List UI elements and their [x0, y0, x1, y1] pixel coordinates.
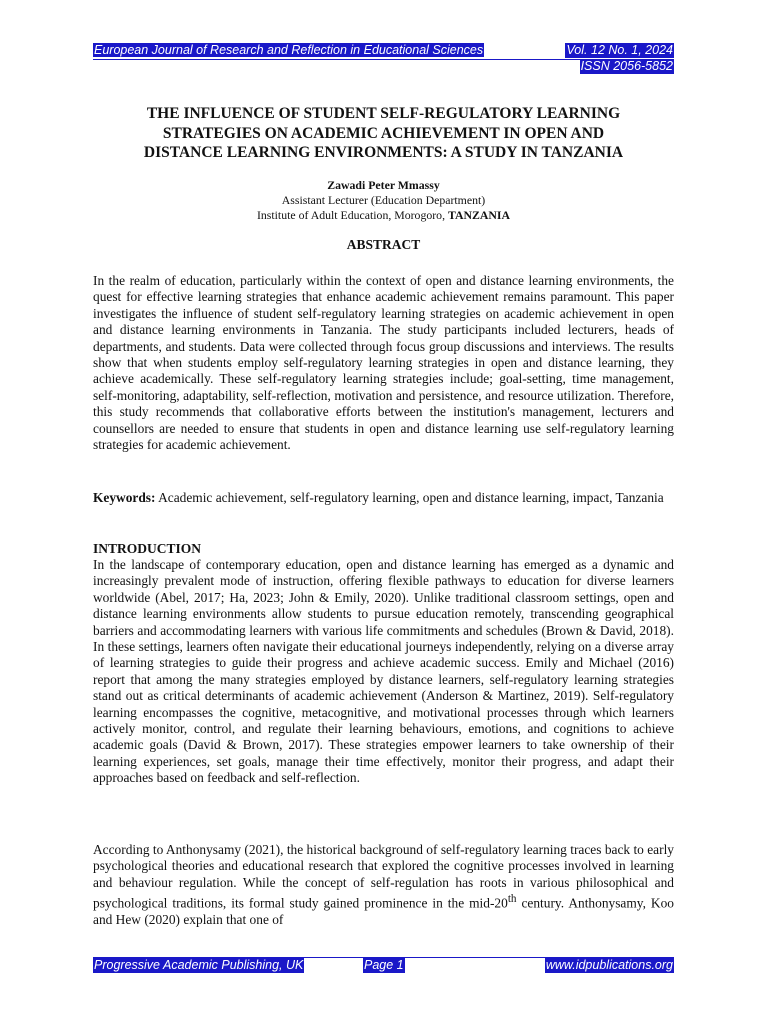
paragraph-2-part-b: century. Anthonysamy, Koo and Hew (2020) explain that one of [93, 895, 674, 928]
author-country: TANZANIA [447, 208, 511, 222]
volume-text: Vol. 12 No. 1, 2024 [566, 43, 673, 57]
keywords [93, 490, 674, 506]
title-line-1: THE INFLUENCE OF STUDENT SELF-REGULATORY LEARNING [146, 105, 621, 122]
issn-text: ISSN 2056-5852 [580, 59, 673, 73]
footer-page-number: Page 1 [364, 958, 404, 972]
header-rule [93, 59, 674, 60]
journal-name [93, 43, 484, 58]
journal-name-text: European Journal of Research and Reflection in Educational Sciences [94, 43, 484, 57]
paper-title [93, 104, 674, 163]
title-line-2: STRATEGIES ON ACADEMIC ACHIEVEMENT IN OPEN AND [162, 124, 605, 142]
author-role: Assistant Lecturer (Education Department) [281, 193, 486, 207]
footer-url[interactable]: www.idpublications.org [545, 958, 673, 972]
author-block [93, 178, 674, 223]
introduction-heading: INTRODUCTION [93, 541, 202, 556]
introduction-paragraph-2 [93, 842, 674, 929]
author-name: Zawadi Peter Mmassy [327, 178, 440, 192]
paragraph-2-part-a: According to Anthonysamy (2021), the historical background of self-regulatory learning traces back to early psychological theories and educational research that explored the cognitive processes involved in learning and behaviour regulation. While the concept of self-regulation has roots in various philosophical and psychological traditions, its formal study gained prominence in the mid-20 [93, 842, 674, 911]
superscript-th: th [507, 893, 517, 906]
author-affiliation [93, 208, 674, 223]
keywords-text: Academic achievement, self-regulatory learning, open and distance learning, impact, Tanzania [155, 490, 664, 505]
footer-publisher: Progressive Academic Publishing, UK [94, 958, 304, 972]
abstract-heading: ABSTRACT [346, 237, 421, 252]
title-line-3: DISTANCE LEARNING ENVIRONMENTS: A STUDY IN TANZANIA [143, 144, 624, 161]
author-institution: Institute of Adult Education, Morogoro, [256, 208, 448, 222]
introduction-paragraph-1: In the landscape of contemporary education, open and distance learning has emerged as a dynamic and increasingly prevalent mode of instruction, offering flexible pathways to education for diverse learners worldwide (Abel, 2017; Ha, 2023; John & Emily, 2020). Unlike traditional classroom settings, open and distance learning environments allow students to pursue education remotely, transcending geographical barriers and accommodating learners with various life commitments and schedules (Brown & David, 2018). In these settings, learners often navigate their educational journeys independently, relying on a diverse array of learning strategies to guide their progress and achieve academic success. Emily and Michael (2016) report that among the many strategies employed by distance learners, self-regulatory learning strategies stand out as critical determinants of academic achievement (Anderson & Martinez, 2019). Self-regulatory learning encompasses the cognitive, metacognitive, and motivational processes through which learners actively monitor, control, and regulate their learning behaviours, emotions, and cognitions to achieve academic goals (David & Brown, 2017). These strategies empower learners to take ownership of their learning experiences, set goals, manage their time effectively, monitor their progress, and adapt their approaches based on feedback and self-reflection. [93, 557, 674, 786]
abstract-text: In the realm of education, particularly within the context of open and distance learning environments, the quest for effective learning strategies that enhance academic achievement remains paramount. This paper investigates the influence of student self-regulatory learning strategies on academic achievement in open and distance learning environments in Tanzania. The study participants included lecturers, heads of departments, and students. Data were collected through focus group discussions and interviews. The results show that when students employ self-regulatory learning strategies in open and distance learning, they achieve academically. These self-regulatory learning strategies include; goal-setting, time management, self-monitoring, adaptability, self-reflection, motivation and persistence, and resource utilization. Therefore, this study recommends that collaborative efforts between the institution's management, lecturers and counsellors are needed to ensure that students in open and distance learning use self-regulatory learning strategies for academic achievement. [93, 273, 674, 453]
keywords-label: Keywords: [93, 490, 156, 505]
